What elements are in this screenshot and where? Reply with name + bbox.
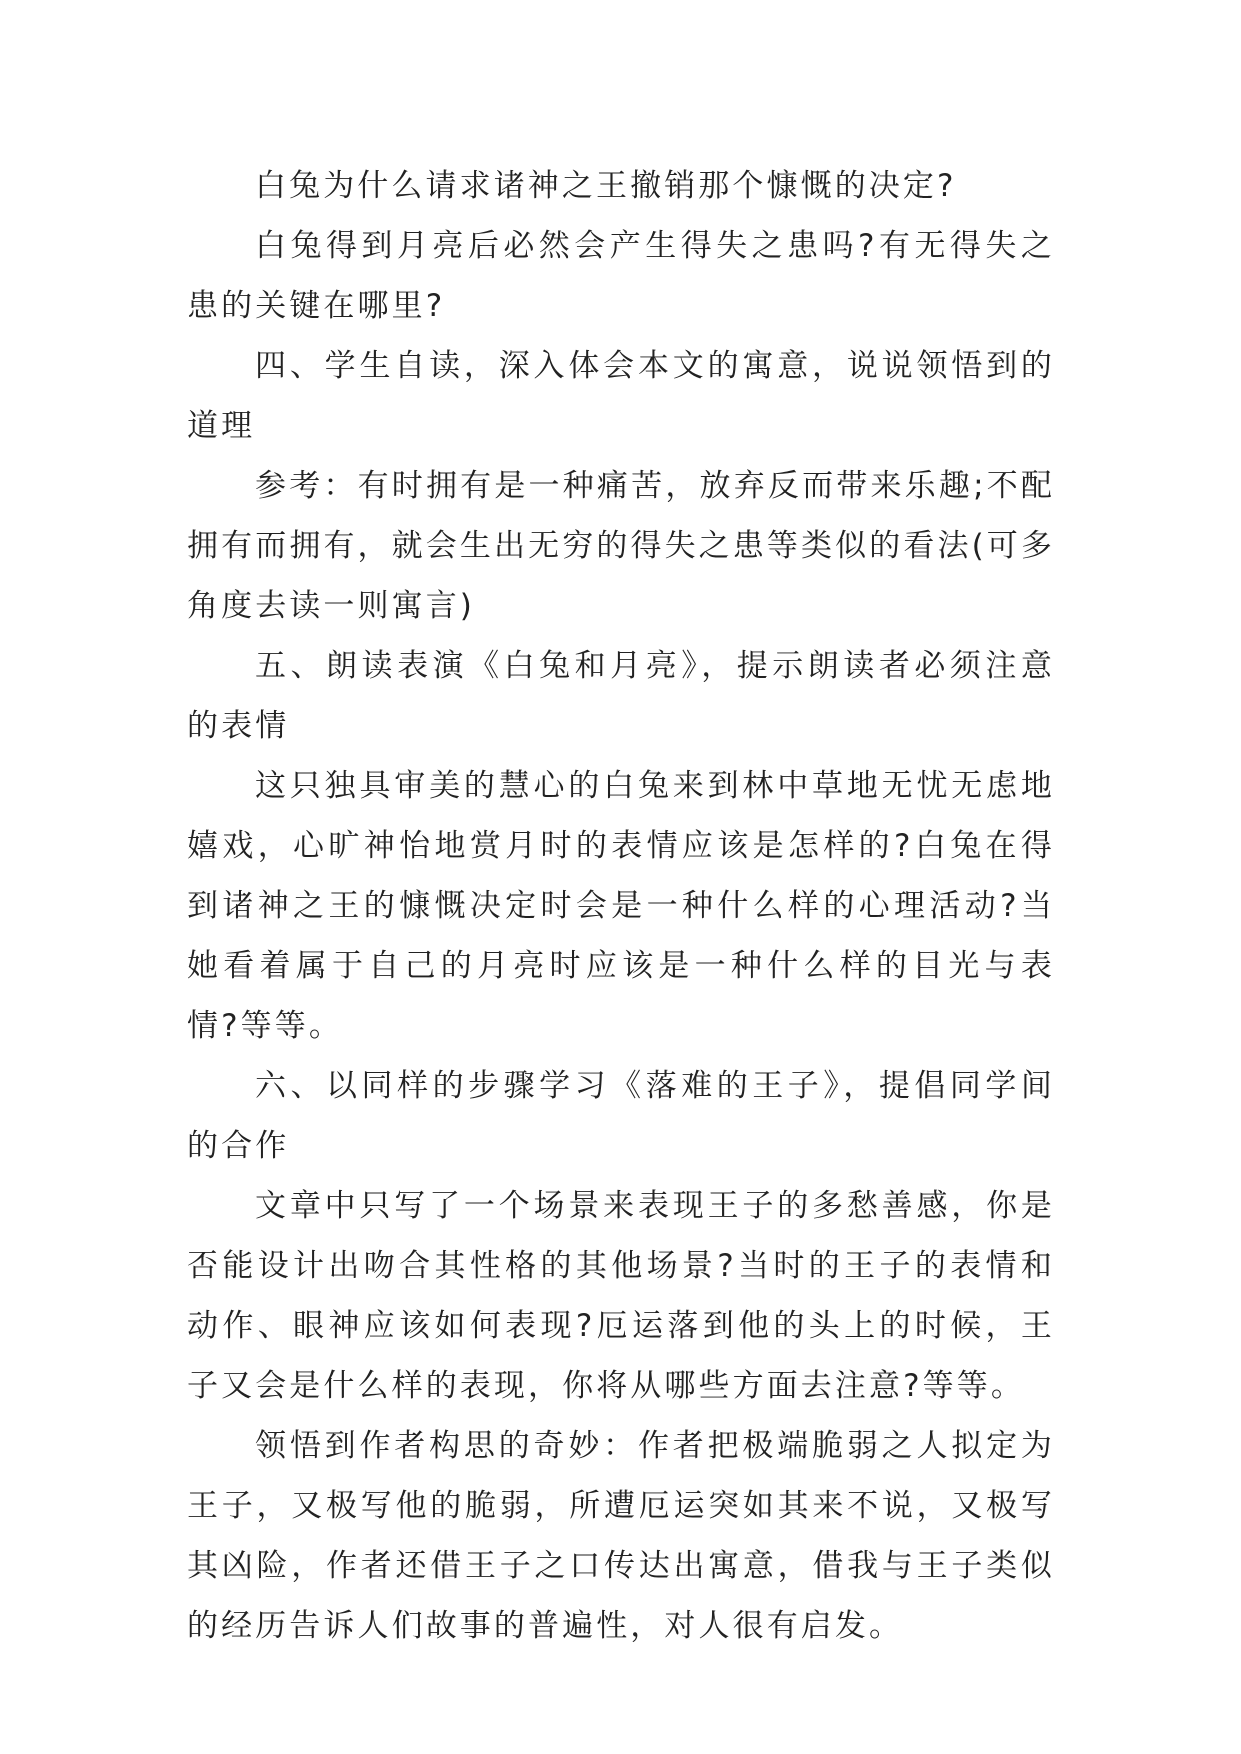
paragraph-section-five-heading: 五、朗读表演《白兔和月亮》，提示朗读者必须注意的表情 <box>187 648 1055 744</box>
paragraph-question-revoke: 白兔为什么请求诸神之王撤销那个慷慨的决定? <box>255 168 957 204</box>
paragraph-reference-answer: 参考：有时拥有是一种痛苦，放弃反而带来乐趣;不配拥有而拥有，就会生出无穷的得失之患等类似的看法(可多角度去读一则寓言) <box>187 468 1055 624</box>
paragraph-question-worry: 白兔得到月亮后必然会产生得失之患吗?有无得失之患的关键在哪里? <box>187 228 1055 324</box>
document-body <box>187 156 1055 1656</box>
paragraph-section-six-heading: 六、以同样的步骤学习《落难的王子》，提倡同学间的合作 <box>187 1068 1055 1164</box>
paragraph-rabbit-expression: 这只独具审美的慧心的白兔来到林中草地无忧无虑地嬉戏，心旷神怡地赏月时的表情应该是怎样的?白兔在得到诸神之王的慷慨决定时会是一种什么样的心理活动?当她看着属于自己的月亮时应该是一种什么样的目光与表情?等等。 <box>187 768 1055 1044</box>
paragraph-prince-scene: 文章中只写了一个场景来表现王子的多愁善感，你是否能设计出吻合其性格的其他场景?当时的王子的表情和动作、眼神应该如何表现?厄运落到他的头上的时候，王子又会是什么样的表现，你将从哪些方面去注意?等等。 <box>187 1188 1055 1404</box>
paragraph-section-four-heading: 四、学生自读，深入体会本文的寓意，说说领悟到的道理 <box>187 348 1055 444</box>
paragraph-author-conception: 领悟到作者构思的奇妙：作者把极端脆弱之人拟定为王子，又极写他的脆弱，所遭厄运突如其来不说，又极写其凶险，作者还借王子之口传达出寓意，借我与王子类似的经历告诉人们故事的普遍性，对人很有启发。 <box>187 1428 1055 1644</box>
